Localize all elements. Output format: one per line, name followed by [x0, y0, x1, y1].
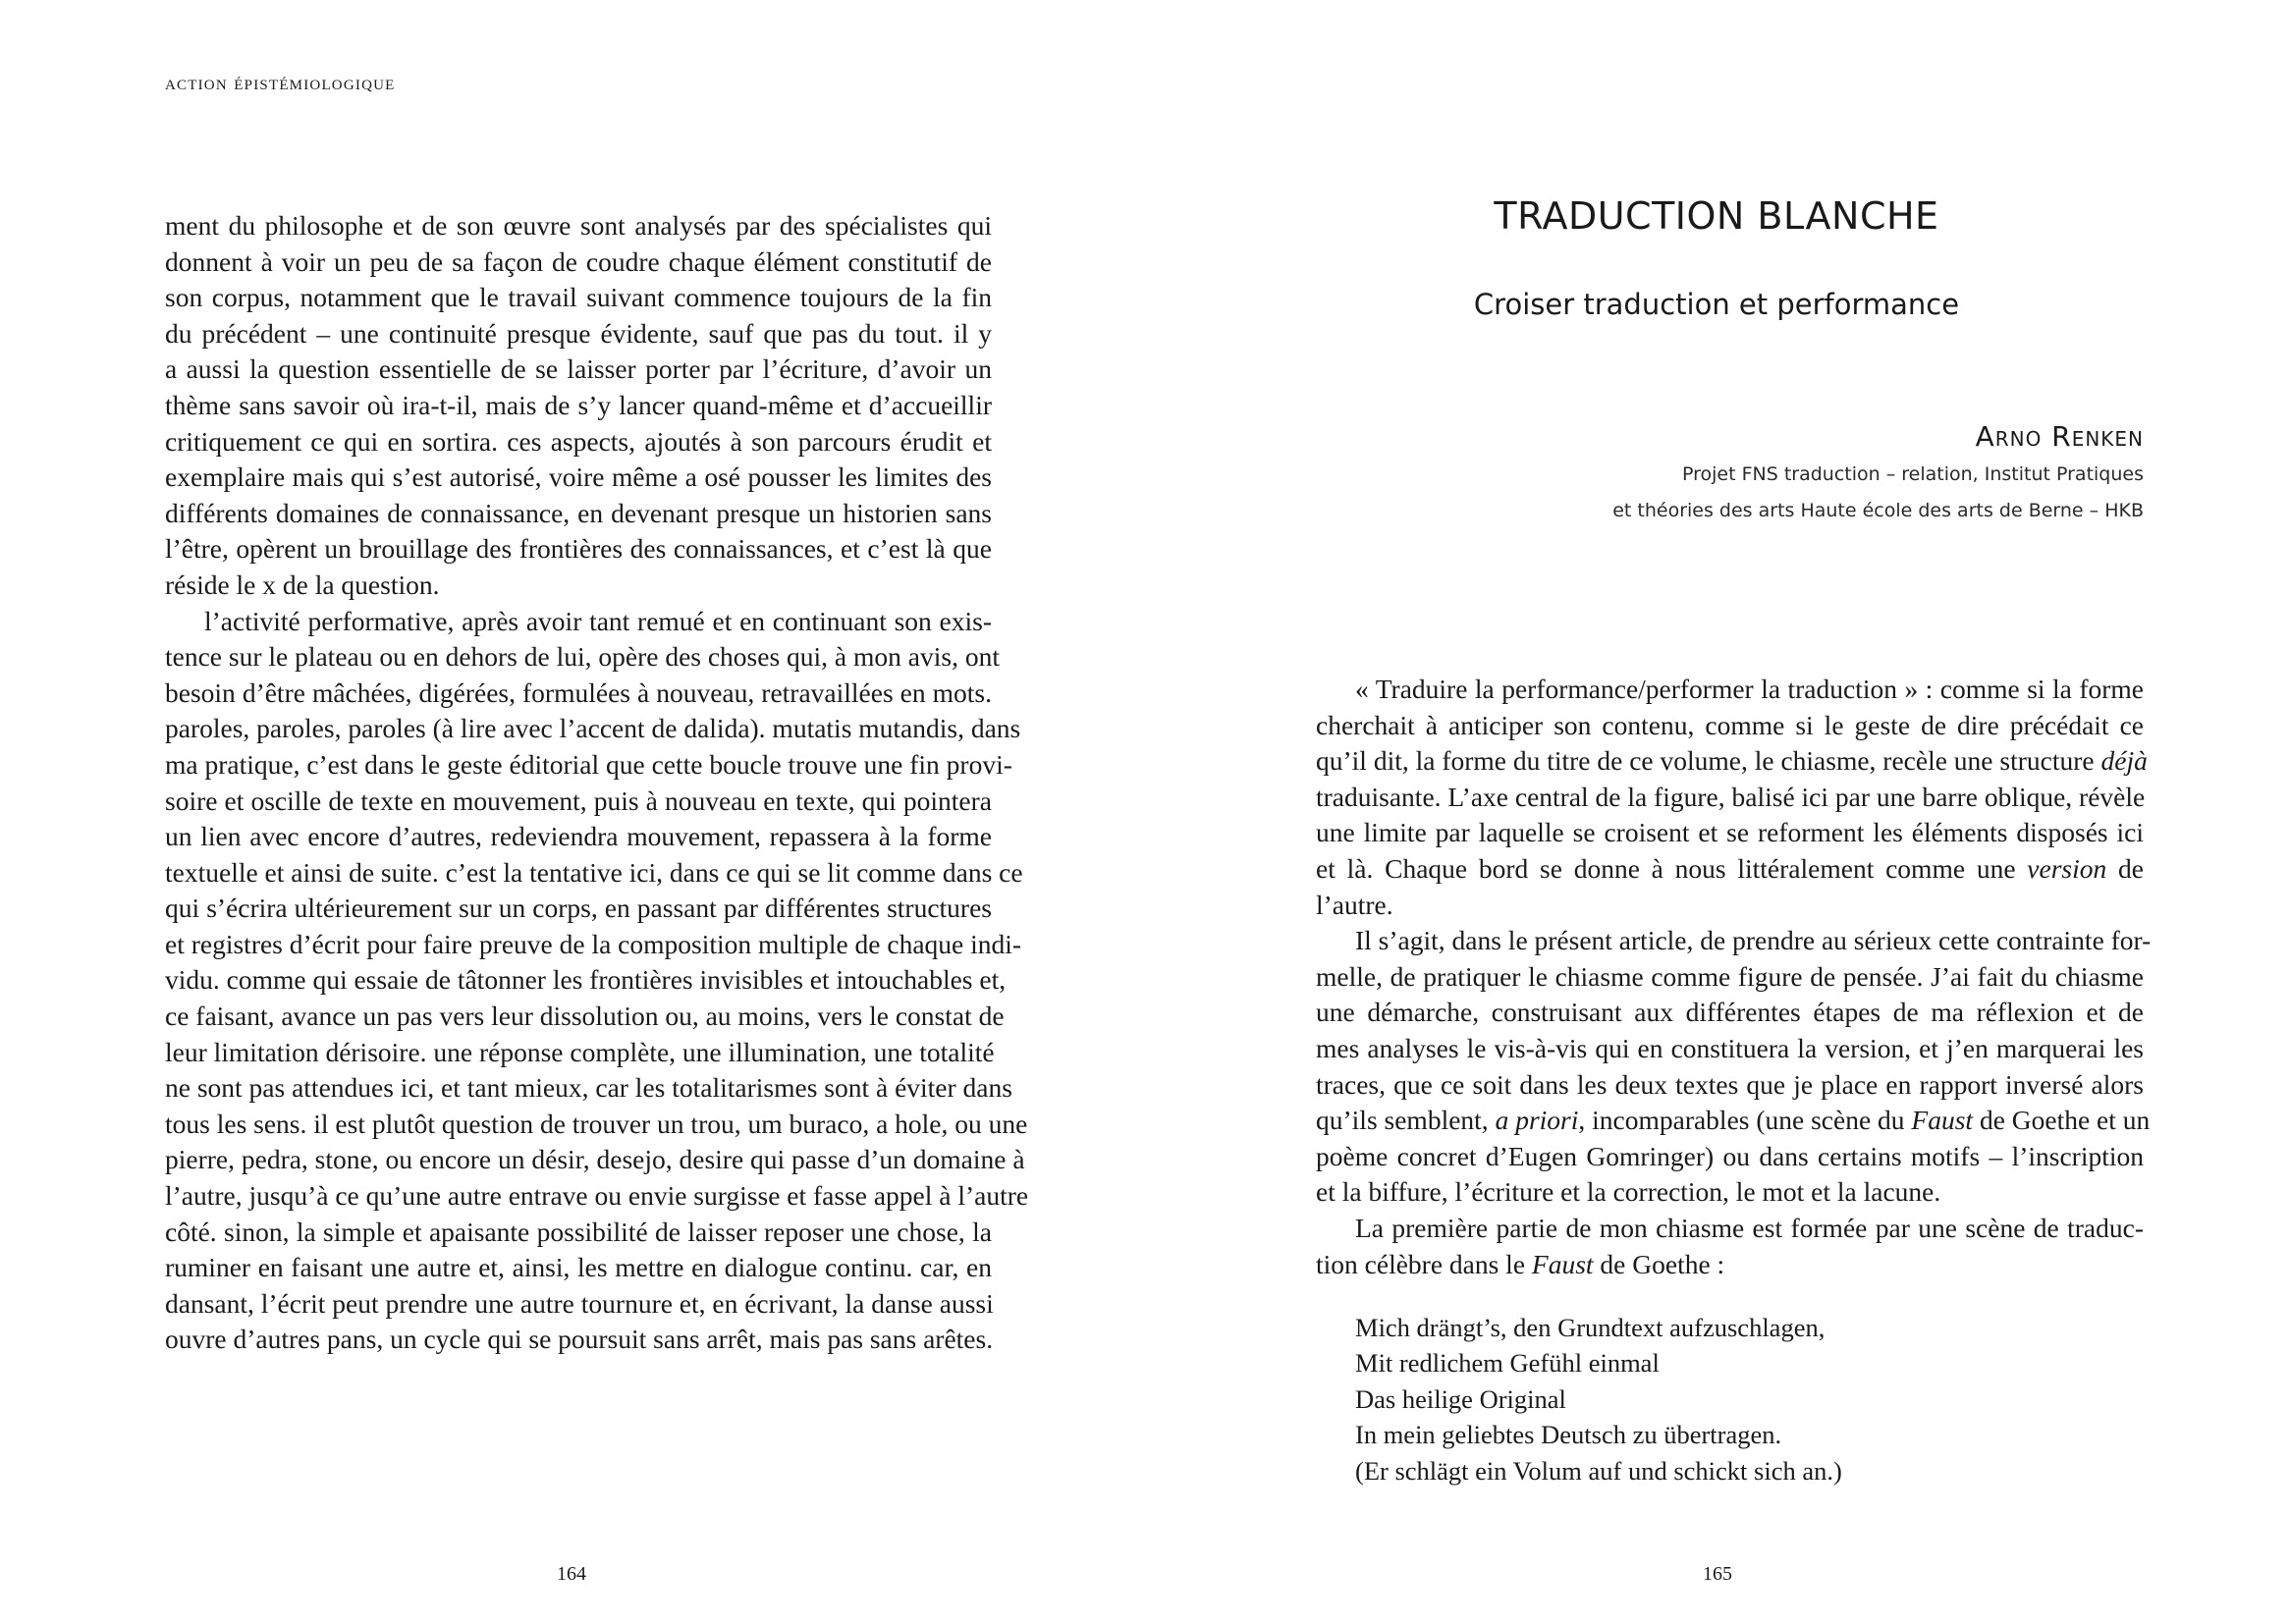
author-affiliation-line-1: Projet FNS traduction – relation, Institut Pratiques — [1682, 463, 2144, 485]
left-body-text — [165, 208, 1029, 1358]
verse-line: Das heilige Original — [1355, 1383, 1566, 1414]
text-line: l’activité performative, après avoir tant remué et en continuant son exis- — [204, 605, 992, 636]
text-line — [1316, 1067, 2144, 1104]
text-fragment: « Traduire la performance/performer la traduction » : comme si la forme — [1355, 674, 2144, 704]
text-line — [1316, 743, 2148, 780]
text-fragment: cherchait à anticiper son contenu, comme si le geste de dire précédait ce — [1316, 709, 2144, 740]
text-fragment: tion célèbre dans le — [1316, 1248, 1532, 1279]
text-line: du précédent – une continuité presque évidente, sauf que pas du tout. il y — [165, 317, 992, 349]
text-line: thème sans savoir où ira-t-il, mais de s’y lancer quand-même et d’accueillir — [165, 389, 992, 420]
text-line: et registres d’écrit pour faire preuve de la composition multiple de chaque indi- — [165, 928, 1022, 959]
text-line: l’autre, jusqu’à ce qu’une autre entrave ou envie surgisse et fasse appel à l’autre — [165, 1180, 1029, 1212]
text-line: tence sur le plateau ou en dehors de lui, opère des choses qui, à mon avis, ont — [165, 641, 1000, 673]
text-line — [1316, 672, 2144, 708]
text-line — [1316, 1247, 2144, 1283]
page-number-left: 164 — [557, 1563, 586, 1585]
text-line: qui s’écrira ultérieurement sur un corps, en passant par différentes structures — [165, 893, 992, 924]
verse-line: Mit redlichem Gefühl einmal — [1355, 1348, 1660, 1379]
italic-term: déjà — [2100, 745, 2148, 777]
text-line: textuelle et ainsi de suite. c’est la tentative ici, dans ce qui se lit comme dans ce — [165, 856, 1023, 888]
italic-term: Faust — [1911, 1105, 1974, 1136]
text-fragment: et la biffure, l’écriture et la correction, le mot et la lacune. — [1316, 1176, 1941, 1208]
text-line — [1316, 1211, 2144, 1247]
text-fragment: une limite par laquelle se croisent et se reforment les éléments disposés ici — [1316, 817, 2144, 848]
article-title: TRADUCTION BLANCHE — [1494, 194, 1939, 238]
text-line: soire et oscille de texte en mouvement, puis à nouveau en texte, qui pointera — [165, 785, 992, 816]
verse-line: In mein geliebtes Deutsch zu übertragen. — [1355, 1420, 1782, 1450]
italic-term: Faust — [1531, 1248, 1594, 1279]
text-fragment: La première partie de mon chiasme est formée par une scène de traduc- — [1355, 1212, 2144, 1243]
text-line — [1316, 815, 2144, 851]
text-line — [1316, 888, 2144, 924]
text-line: ment du philosophe et de son œuvre sont analysés par des spécialistes qui — [165, 210, 992, 241]
text-line — [1316, 1031, 2144, 1067]
text-line — [1316, 851, 2144, 888]
text-line — [1316, 959, 2144, 996]
italic-term: version — [2027, 852, 2107, 884]
text-line — [1316, 1139, 2144, 1175]
text-line: a aussi la question essentielle de se laisser porter par l’écriture, d’avoir un — [165, 353, 992, 385]
verse-line: Mich drängt’s, den Grundtext aufzuschlagen, — [1355, 1313, 1826, 1342]
text-line — [1316, 1174, 2144, 1211]
right-body-text — [1316, 672, 2152, 1282]
text-line — [1316, 780, 2144, 816]
text-fragment: et là. Chaque bord se donne à nous littéralement comme une — [1316, 852, 2028, 884]
text-line: leur limitation dérisoire. une réponse complète, une illumination, une totalité — [165, 1036, 995, 1067]
text-fragment: melle, de pratiquer le chiasme comme figure de pensée. J’ai fait du chiasme — [1316, 960, 2144, 992]
text-line: pierre, pedra, stone, ou encore un désir, desejo, desire qui passe d’un domaine à — [165, 1144, 1025, 1175]
text-fragment: qu’il dit, la forme du titre de ce volume, le chiasme, recèle une structure — [1316, 745, 2101, 777]
text-line: l’être, opèrent un brouillage des frontières des connaissances, et c’est là que — [165, 533, 992, 565]
article-subtitle: Croiser traduction et performance — [1473, 288, 1960, 321]
text-line: ruminer en faisant une autre et, ainsi, les mettre en dialogue continu. car, en — [165, 1252, 992, 1283]
text-fragment: l’autre. — [1316, 889, 1393, 920]
text-fragment: de Goethe et un — [1973, 1105, 2151, 1136]
verse-quote — [1355, 1310, 1842, 1489]
running-head: action épistémiologique — [165, 71, 396, 94]
text-line: besoin d’être mâchées, digérées, formulées à nouveau, retravaillées en mots. — [165, 677, 992, 708]
text-line: ne sont pas attendues ici, et tant mieux, car les totalitarismes sont à éviter dans — [165, 1072, 1012, 1104]
text-fragment: poème concret d’Eugen Gomringer) ou dans certains motifs – l’inscription — [1316, 1140, 2144, 1171]
text-line: donnent à voir un peu de sa façon de coudre chaque élément constitutif de — [165, 245, 992, 277]
text-line: côté. sinon, la simple et apaisante possibilité de laisser reposer une chose, la — [165, 1216, 992, 1247]
text-line: critiquement ce qui en sortira. ces aspects, ajoutés à son parcours érudit et — [165, 425, 992, 457]
text-fragment: mes analyses le vis-à-vis qui en constituera la version, et j’en marquerai les — [1316, 1032, 2144, 1063]
text-fragment: une démarche, construisant aux différentes étapes de ma réflexion et de — [1316, 997, 2144, 1028]
text-fragment: , incomparables (une scène du — [1578, 1105, 1912, 1136]
text-fragment: de — [2106, 852, 2144, 884]
italic-term: a priori — [1495, 1105, 1579, 1136]
text-fragment: traduisante. L’axe central de la figure, balisé ici par une barre oblique, révèle — [1316, 781, 2146, 812]
text-line: ma pratique, c’est dans le geste éditorial que cette boucle trouve une fin provi- — [165, 748, 1012, 780]
text-fragment: qu’ils semblent, — [1316, 1105, 1496, 1136]
text-line: un lien avec encore d’autres, redeviendra mouvement, repassera à la forme — [165, 821, 992, 852]
author-name: Arno Renken — [1975, 420, 2144, 453]
text-line — [1316, 995, 2144, 1031]
text-line: vidu. comme qui essaie de tâtonner les frontières invisibles et intouchables et, — [165, 964, 1007, 996]
text-line: dansant, l’écrit peut prendre une autre tournure et, en écrivant, la danse aussi — [165, 1287, 994, 1319]
text-line — [1316, 1103, 2151, 1139]
verse-line: (Er schlägt ein Volum auf und schickt sich an.) — [1355, 1455, 1842, 1486]
text-fragment: Il s’agit, dans le présent article, de prendre au sérieux cette contrainte for- — [1355, 925, 2152, 956]
text-line: paroles, paroles, paroles (à lire avec l’accent de dalida). mutatis mutandis, dans — [165, 713, 1021, 744]
text-line — [1316, 708, 2144, 744]
text-line: ce faisant, avance un pas vers leur dissolution ou, au moins, vers le constat de — [165, 1001, 1005, 1032]
text-line: son corpus, notamment que le travail suivant commence toujours de la fin — [165, 282, 992, 313]
text-line: ouvre d’autres pans, un cycle qui se poursuit sans arrêt, mais pas sans arêtes. — [165, 1324, 994, 1355]
text-fragment: traces, que ce soit dans les deux textes que je place en rapport inversé alors — [1316, 1068, 2144, 1100]
text-line: tous les sens. il est plutôt question de trouver un trou, um buraco, a hole, ou une — [165, 1108, 1028, 1139]
text-fragment: de Goethe : — [1593, 1248, 1725, 1279]
text-line: différents domaines de connaissance, en devenant presque un historien sans — [165, 497, 992, 528]
text-line: réside le x de la question. — [165, 568, 440, 600]
text-line: exemplaire mais qui s’est autorisé, voire même a osé pousser les limites des — [165, 461, 992, 493]
text-line — [1316, 923, 2152, 959]
author-affiliation-line-2: et théories des arts Haute école des arts de Berne – HKB — [1612, 500, 2144, 521]
page-number-right: 165 — [1703, 1563, 1732, 1585]
